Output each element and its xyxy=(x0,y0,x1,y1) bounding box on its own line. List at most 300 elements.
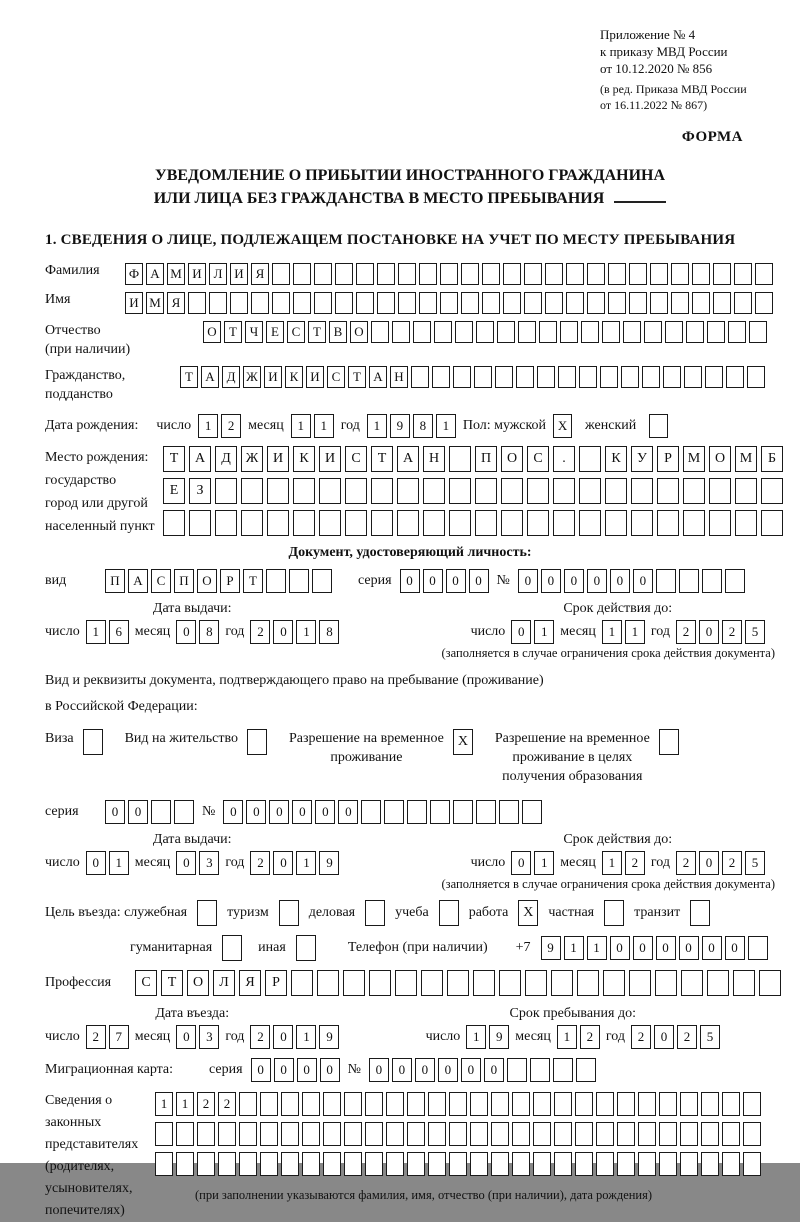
char-cell[interactable] xyxy=(581,321,599,343)
char-cell[interactable] xyxy=(690,900,710,926)
char-cell[interactable]: А xyxy=(189,446,211,472)
char-cell[interactable] xyxy=(587,263,605,285)
char-cell[interactable]: О xyxy=(197,569,217,593)
char-cell[interactable]: 0 xyxy=(484,1058,504,1082)
char-cell[interactable] xyxy=(440,292,458,314)
birth-place-line1-input[interactable] xyxy=(163,446,783,472)
char-cell[interactable]: 1 xyxy=(176,1092,194,1116)
profession-input[interactable] xyxy=(135,970,781,996)
representatives-line1-input[interactable] xyxy=(155,1092,761,1116)
char-cell[interactable] xyxy=(222,935,242,961)
char-cell[interactable] xyxy=(527,510,549,536)
char-cell[interactable]: Ф xyxy=(125,263,143,285)
char-cell[interactable]: 0 xyxy=(541,569,561,593)
char-cell[interactable] xyxy=(302,1092,320,1116)
char-cell[interactable] xyxy=(289,569,309,593)
char-cell[interactable] xyxy=(413,321,431,343)
char-cell[interactable]: 2 xyxy=(197,1092,215,1116)
char-cell[interactable]: З xyxy=(189,478,211,504)
char-cell[interactable] xyxy=(705,366,723,388)
char-cell[interactable] xyxy=(507,1058,527,1082)
char-cell[interactable] xyxy=(361,800,381,824)
char-cell[interactable] xyxy=(345,510,367,536)
char-cell[interactable] xyxy=(659,1152,677,1176)
char-cell[interactable] xyxy=(671,292,689,314)
char-cell[interactable]: И xyxy=(188,263,206,285)
char-cell[interactable] xyxy=(600,366,618,388)
char-cell[interactable] xyxy=(197,1122,215,1146)
birth-place-line2-input[interactable] xyxy=(163,478,783,504)
issue-day-input[interactable] xyxy=(86,620,129,644)
char-cell[interactable] xyxy=(476,800,496,824)
valid-month-input[interactable] xyxy=(602,620,645,644)
char-cell[interactable] xyxy=(215,478,237,504)
char-cell[interactable]: 0 xyxy=(656,936,676,960)
char-cell[interactable] xyxy=(218,1122,236,1146)
char-cell[interactable] xyxy=(603,970,625,996)
given-name-input[interactable] xyxy=(125,292,773,314)
char-cell[interactable] xyxy=(365,900,385,926)
char-cell[interactable] xyxy=(659,1122,677,1146)
char-cell[interactable] xyxy=(344,1152,362,1176)
char-cell[interactable]: 5 xyxy=(745,851,765,875)
char-cell[interactable] xyxy=(176,1152,194,1176)
char-cell[interactable] xyxy=(197,900,217,926)
char-cell[interactable]: 1 xyxy=(466,1025,486,1049)
patronymic-input[interactable] xyxy=(203,321,767,343)
char-cell[interactable] xyxy=(296,935,316,961)
issue-year-input[interactable] xyxy=(250,851,339,875)
char-cell[interactable]: 1 xyxy=(564,936,584,960)
issue-year-input[interactable] xyxy=(250,620,339,644)
char-cell[interactable]: 0 xyxy=(176,1025,196,1049)
char-cell[interactable]: О xyxy=(350,321,368,343)
char-cell[interactable]: П xyxy=(105,569,125,593)
char-cell[interactable] xyxy=(344,1092,362,1116)
citizenship-input[interactable] xyxy=(180,366,765,388)
char-cell[interactable] xyxy=(512,1122,530,1146)
char-cell[interactable]: О xyxy=(187,970,209,996)
char-cell[interactable]: 2 xyxy=(631,1025,651,1049)
char-cell[interactable] xyxy=(702,569,722,593)
char-cell[interactable]: 0 xyxy=(633,569,653,593)
char-cell[interactable] xyxy=(524,263,542,285)
char-cell[interactable]: 0 xyxy=(423,569,443,593)
char-cell[interactable] xyxy=(499,800,519,824)
issue-day-input[interactable] xyxy=(86,851,129,875)
char-cell[interactable]: П xyxy=(475,446,497,472)
char-cell[interactable]: М xyxy=(683,446,705,472)
char-cell[interactable] xyxy=(679,569,699,593)
char-cell[interactable]: К xyxy=(293,446,315,472)
char-cell[interactable]: 2 xyxy=(676,851,696,875)
sex-female-checkbox[interactable] xyxy=(649,414,668,438)
char-cell[interactable] xyxy=(683,510,705,536)
char-cell[interactable] xyxy=(605,478,627,504)
char-cell[interactable] xyxy=(218,1152,236,1176)
char-cell[interactable]: 0 xyxy=(610,569,630,593)
char-cell[interactable] xyxy=(545,292,563,314)
char-cell[interactable] xyxy=(411,366,429,388)
char-cell[interactable]: 9 xyxy=(319,1025,339,1049)
char-cell[interactable] xyxy=(428,1152,446,1176)
char-cell[interactable] xyxy=(579,366,597,388)
char-cell[interactable] xyxy=(638,1122,656,1146)
char-cell[interactable] xyxy=(629,970,651,996)
char-cell[interactable] xyxy=(539,321,557,343)
char-cell[interactable]: С xyxy=(327,366,345,388)
char-cell[interactable] xyxy=(530,1058,550,1082)
char-cell[interactable]: П xyxy=(174,569,194,593)
char-cell[interactable]: 0 xyxy=(699,620,719,644)
char-cell[interactable]: 1 xyxy=(296,851,316,875)
char-cell[interactable]: 1 xyxy=(602,620,622,644)
char-cell[interactable]: 9 xyxy=(319,851,339,875)
char-cell[interactable]: Н xyxy=(390,366,408,388)
char-cell[interactable] xyxy=(241,510,263,536)
char-cell[interactable]: Д xyxy=(222,366,240,388)
entry-year-input[interactable] xyxy=(250,1025,339,1049)
char-cell[interactable] xyxy=(761,478,783,504)
char-cell[interactable] xyxy=(174,800,194,824)
char-cell[interactable]: 2 xyxy=(722,851,742,875)
char-cell[interactable]: 2 xyxy=(580,1025,600,1049)
visa-checkbox[interactable] xyxy=(83,729,103,755)
char-cell[interactable]: 2 xyxy=(250,620,270,644)
char-cell[interactable] xyxy=(319,510,341,536)
char-cell[interactable] xyxy=(755,263,773,285)
char-cell[interactable] xyxy=(722,1122,740,1146)
char-cell[interactable] xyxy=(176,1122,194,1146)
char-cell[interactable]: М xyxy=(146,292,164,314)
char-cell[interactable]: 0 xyxy=(297,1058,317,1082)
char-cell[interactable] xyxy=(266,569,286,593)
char-cell[interactable] xyxy=(575,1092,593,1116)
char-cell[interactable]: Д xyxy=(215,446,237,472)
char-cell[interactable]: 0 xyxy=(128,800,148,824)
char-cell[interactable] xyxy=(579,446,601,472)
char-cell[interactable] xyxy=(743,1122,761,1146)
char-cell[interactable] xyxy=(421,970,443,996)
char-cell[interactable] xyxy=(629,263,647,285)
char-cell[interactable] xyxy=(449,1092,467,1116)
char-cell[interactable] xyxy=(188,292,206,314)
char-cell[interactable]: 8 xyxy=(319,620,339,644)
char-cell[interactable]: Т xyxy=(224,321,242,343)
char-cell[interactable] xyxy=(743,1152,761,1176)
char-cell[interactable] xyxy=(554,1092,572,1116)
char-cell[interactable] xyxy=(473,970,495,996)
char-cell[interactable]: 1 xyxy=(198,414,218,438)
valid-day-input[interactable] xyxy=(511,851,554,875)
char-cell[interactable] xyxy=(319,478,341,504)
char-cell[interactable] xyxy=(579,510,601,536)
char-cell[interactable] xyxy=(621,366,639,388)
char-cell[interactable]: У xyxy=(631,446,653,472)
char-cell[interactable] xyxy=(650,263,668,285)
char-cell[interactable] xyxy=(725,569,745,593)
char-cell[interactable]: А xyxy=(369,366,387,388)
char-cell[interactable] xyxy=(560,321,578,343)
char-cell[interactable] xyxy=(428,1092,446,1116)
entry-day-input[interactable] xyxy=(86,1025,129,1049)
char-cell[interactable] xyxy=(461,263,479,285)
char-cell[interactable] xyxy=(476,321,494,343)
char-cell[interactable]: С xyxy=(287,321,305,343)
char-cell[interactable]: 0 xyxy=(246,800,266,824)
char-cell[interactable] xyxy=(407,800,427,824)
char-cell[interactable] xyxy=(735,510,757,536)
char-cell[interactable]: 0 xyxy=(315,800,335,824)
char-cell[interactable] xyxy=(356,292,374,314)
char-cell[interactable] xyxy=(501,478,523,504)
temp-residence-education-checkbox[interactable] xyxy=(659,729,679,755)
char-cell[interactable] xyxy=(683,478,705,504)
char-cell[interactable]: О xyxy=(501,446,523,472)
char-cell[interactable] xyxy=(239,1152,257,1176)
char-cell[interactable] xyxy=(516,366,534,388)
char-cell[interactable] xyxy=(384,800,404,824)
char-cell[interactable] xyxy=(260,1152,278,1176)
char-cell[interactable] xyxy=(365,1152,383,1176)
char-cell[interactable]: 2 xyxy=(722,620,742,644)
char-cell[interactable]: 0 xyxy=(400,569,420,593)
char-cell[interactable] xyxy=(209,292,227,314)
char-cell[interactable]: 2 xyxy=(676,620,696,644)
char-cell[interactable]: 0 xyxy=(511,851,531,875)
char-cell[interactable] xyxy=(680,1092,698,1116)
char-cell[interactable] xyxy=(369,970,391,996)
char-cell[interactable] xyxy=(642,366,660,388)
char-cell[interactable] xyxy=(503,292,521,314)
char-cell[interactable]: Е xyxy=(266,321,284,343)
char-cell[interactable] xyxy=(398,263,416,285)
char-cell[interactable]: 9 xyxy=(489,1025,509,1049)
identity-doc-number-input[interactable] xyxy=(518,569,745,593)
char-cell[interactable] xyxy=(743,1092,761,1116)
char-cell[interactable] xyxy=(470,1152,488,1176)
char-cell[interactable] xyxy=(680,1122,698,1146)
char-cell[interactable] xyxy=(440,263,458,285)
char-cell[interactable]: 0 xyxy=(587,569,607,593)
identity-doc-type-input[interactable] xyxy=(105,569,332,593)
valid-year-input[interactable] xyxy=(676,620,765,644)
char-cell[interactable] xyxy=(522,800,542,824)
char-cell[interactable] xyxy=(631,510,653,536)
char-cell[interactable] xyxy=(692,263,710,285)
birth-date-year-input[interactable] xyxy=(367,414,456,438)
char-cell[interactable] xyxy=(499,970,521,996)
char-cell[interactable]: Б xyxy=(761,446,783,472)
char-cell[interactable]: Ж xyxy=(241,446,263,472)
char-cell[interactable] xyxy=(251,292,269,314)
char-cell[interactable] xyxy=(707,970,729,996)
char-cell[interactable] xyxy=(566,292,584,314)
char-cell[interactable]: 2 xyxy=(250,851,270,875)
char-cell[interactable]: 2 xyxy=(250,1025,270,1049)
char-cell[interactable] xyxy=(545,263,563,285)
char-cell[interactable] xyxy=(575,1152,593,1176)
char-cell[interactable] xyxy=(533,1092,551,1116)
char-cell[interactable]: 2 xyxy=(677,1025,697,1049)
char-cell[interactable]: 0 xyxy=(274,1058,294,1082)
char-cell[interactable] xyxy=(722,1152,740,1176)
char-cell[interactable]: . xyxy=(553,446,575,472)
char-cell[interactable]: 0 xyxy=(518,569,538,593)
char-cell[interactable] xyxy=(239,1122,257,1146)
char-cell[interactable] xyxy=(671,263,689,285)
char-cell[interactable]: 0 xyxy=(702,936,722,960)
purpose-other-checkbox[interactable] xyxy=(296,935,316,961)
char-cell[interactable] xyxy=(553,478,575,504)
char-cell[interactable]: 0 xyxy=(633,936,653,960)
char-cell[interactable] xyxy=(761,510,783,536)
char-cell[interactable]: К xyxy=(605,446,627,472)
char-cell[interactable] xyxy=(155,1122,173,1146)
issue-month-input[interactable] xyxy=(176,620,219,644)
char-cell[interactable] xyxy=(272,263,290,285)
char-cell[interactable] xyxy=(461,292,479,314)
char-cell[interactable] xyxy=(533,1122,551,1146)
char-cell[interactable]: Т xyxy=(308,321,326,343)
char-cell[interactable]: 0 xyxy=(86,851,106,875)
char-cell[interactable] xyxy=(302,1122,320,1146)
char-cell[interactable]: Р xyxy=(265,970,287,996)
char-cell[interactable] xyxy=(495,366,513,388)
char-cell[interactable]: X xyxy=(518,900,538,926)
char-cell[interactable] xyxy=(551,970,573,996)
char-cell[interactable] xyxy=(713,292,731,314)
purpose-private-checkbox[interactable] xyxy=(604,900,624,926)
char-cell[interactable] xyxy=(579,478,601,504)
char-cell[interactable] xyxy=(747,366,765,388)
char-cell[interactable]: 1 xyxy=(291,414,311,438)
char-cell[interactable] xyxy=(434,321,452,343)
char-cell[interactable] xyxy=(596,1152,614,1176)
char-cell[interactable] xyxy=(728,321,746,343)
char-cell[interactable]: И xyxy=(125,292,143,314)
char-cell[interactable] xyxy=(680,1152,698,1176)
char-cell[interactable]: 8 xyxy=(413,414,433,438)
char-cell[interactable] xyxy=(395,970,417,996)
char-cell[interactable] xyxy=(428,1122,446,1146)
char-cell[interactable] xyxy=(323,1092,341,1116)
char-cell[interactable] xyxy=(638,1152,656,1176)
char-cell[interactable]: Р xyxy=(657,446,679,472)
char-cell[interactable] xyxy=(596,1092,614,1116)
char-cell[interactable]: 0 xyxy=(654,1025,674,1049)
residence-permit-checkbox[interactable] xyxy=(247,729,267,755)
char-cell[interactable]: 0 xyxy=(273,851,293,875)
char-cell[interactable] xyxy=(475,478,497,504)
char-cell[interactable]: 0 xyxy=(369,1058,389,1082)
char-cell[interactable]: Л xyxy=(213,970,235,996)
char-cell[interactable] xyxy=(272,292,290,314)
char-cell[interactable]: 5 xyxy=(700,1025,720,1049)
char-cell[interactable] xyxy=(407,1122,425,1146)
char-cell[interactable] xyxy=(151,800,171,824)
char-cell[interactable] xyxy=(365,1092,383,1116)
char-cell[interactable]: С xyxy=(345,446,367,472)
char-cell[interactable] xyxy=(397,510,419,536)
char-cell[interactable] xyxy=(447,970,469,996)
char-cell[interactable] xyxy=(735,478,757,504)
char-cell[interactable] xyxy=(439,900,459,926)
char-cell[interactable] xyxy=(293,478,315,504)
char-cell[interactable]: 8 xyxy=(199,620,219,644)
char-cell[interactable]: В xyxy=(329,321,347,343)
char-cell[interactable]: 7 xyxy=(109,1025,129,1049)
char-cell[interactable]: 0 xyxy=(564,569,584,593)
stay-day-input[interactable] xyxy=(466,1025,509,1049)
birth-date-day-input[interactable] xyxy=(198,414,241,438)
char-cell[interactable] xyxy=(475,510,497,536)
char-cell[interactable] xyxy=(491,1152,509,1176)
char-cell[interactable] xyxy=(386,1122,404,1146)
char-cell[interactable]: 6 xyxy=(109,620,129,644)
char-cell[interactable] xyxy=(733,970,755,996)
char-cell[interactable]: 1 xyxy=(602,851,622,875)
char-cell[interactable] xyxy=(596,1122,614,1146)
char-cell[interactable] xyxy=(663,366,681,388)
stay-month-input[interactable] xyxy=(557,1025,600,1049)
char-cell[interactable] xyxy=(407,1152,425,1176)
char-cell[interactable]: 1 xyxy=(534,851,554,875)
char-cell[interactable] xyxy=(482,292,500,314)
char-cell[interactable] xyxy=(638,1092,656,1116)
char-cell[interactable] xyxy=(748,936,768,960)
char-cell[interactable] xyxy=(527,478,549,504)
char-cell[interactable] xyxy=(576,1058,596,1082)
char-cell[interactable]: 0 xyxy=(269,800,289,824)
valid-month-input[interactable] xyxy=(602,851,645,875)
char-cell[interactable]: X xyxy=(553,414,572,438)
char-cell[interactable] xyxy=(656,569,676,593)
char-cell[interactable]: 0 xyxy=(415,1058,435,1082)
char-cell[interactable] xyxy=(659,1092,677,1116)
char-cell[interactable] xyxy=(657,510,679,536)
char-cell[interactable] xyxy=(755,292,773,314)
char-cell[interactable]: И xyxy=(267,446,289,472)
char-cell[interactable]: 2 xyxy=(221,414,241,438)
char-cell[interactable]: Т xyxy=(371,446,393,472)
char-cell[interactable]: 0 xyxy=(292,800,312,824)
char-cell[interactable]: 2 xyxy=(86,1025,106,1049)
char-cell[interactable] xyxy=(281,1122,299,1146)
purpose-business-checkbox[interactable] xyxy=(365,900,385,926)
char-cell[interactable] xyxy=(453,366,471,388)
char-cell[interactable]: 0 xyxy=(679,936,699,960)
char-cell[interactable] xyxy=(83,729,103,755)
char-cell[interactable]: 0 xyxy=(320,1058,340,1082)
char-cell[interactable]: С xyxy=(151,569,171,593)
char-cell[interactable]: А xyxy=(146,263,164,285)
char-cell[interactable]: 0 xyxy=(338,800,358,824)
char-cell[interactable]: 0 xyxy=(461,1058,481,1082)
birth-date-month-input[interactable] xyxy=(291,414,334,438)
char-cell[interactable] xyxy=(713,263,731,285)
char-cell[interactable] xyxy=(419,292,437,314)
char-cell[interactable] xyxy=(449,478,471,504)
char-cell[interactable] xyxy=(608,263,626,285)
char-cell[interactable] xyxy=(503,263,521,285)
char-cell[interactable] xyxy=(497,321,515,343)
char-cell[interactable] xyxy=(449,446,471,472)
phone-input[interactable] xyxy=(541,936,768,960)
char-cell[interactable] xyxy=(512,1152,530,1176)
char-cell[interactable] xyxy=(482,263,500,285)
char-cell[interactable]: 1 xyxy=(296,620,316,644)
